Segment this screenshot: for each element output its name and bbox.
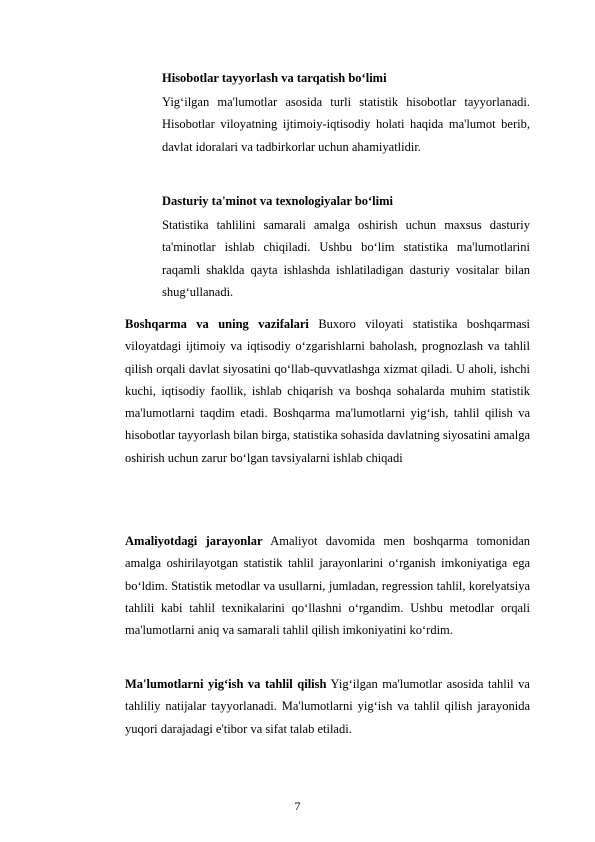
- section-heading-reports: Hisobotlar tayyorlash va tarqatish bo‘limi: [162, 71, 387, 85]
- paragraph-lead-data: Ma'lumotlarni yig‘ish va tahlil qilish: [125, 677, 327, 691]
- page-number: 7: [294, 799, 301, 813]
- paragraph-lead-practice: Amaliyotdagi jarayonlar: [125, 534, 263, 548]
- paragraph-text-practice: Amaliyot davomida men boshqarma tomonidan amalga oshirilayotgan statistik tahlil jarayonlarini o‘rganish imkoniyatiga ega bo‘ldim. Statistik metodlar va usullarni, jumladan, regression tahlil, korelyatsiya tahlili kabi tahlil texnikalarini qo‘llashni o‘rgandim. Ushbu metodlar orqali ma'lumotlarni aniq va samarali tahlil qilish imkoniyatini ko‘rdim.: [125, 534, 530, 638]
- paragraph-lead-department: Boshqarma va uning vazifalari: [125, 317, 309, 331]
- section-heading-software: Dasturiy ta'minot va texnologiyalar bo‘limi: [162, 194, 394, 208]
- paragraph-text-department: Buxoro viloyati statistika boshqarmasi viloyatdagi ijtimoiy va iqtisodiy o‘zgarishlarni baholash, prognozlash va tahlil qilish orqali davlat siyosatini qo‘llab-quvvatlashga xizmat qiladi. U aholi, ishchi kuchi, iqtisodiy faollik, ishlab chiqarish va boshqa sohalarda muhim statistik ma'lumotlarni taqdim etadi. Boshqarma ma'lumotlarni yig‘ish, tahlil qilish va hisobotlar tayyorlash bilan birga, statistika sohasida davlatning siyosatini amalga oshirish uchun zarur bo‘lgan tavsiyalarni ishlab chiqadi: [125, 317, 530, 465]
- paragraph-text-data: Yig‘ilgan ma'lumotlar asosida tahlil va tahliliy natijalar tayyorlanadi. Ma'lumotlarni yig‘ish va tahlil qilish jarayonida yuqori darajadagi e'tibor va sifat talab etiladi.: [125, 677, 530, 736]
- paragraph-department-tasks: [125, 313, 530, 469]
- paragraph-data-collection: [125, 673, 530, 740]
- section-body-reports: Yig‘ilgan ma'lumotlar asosida turli statistik hisobotlar tayyorlanadi. Hisobotlar viloyatning ijtimoiy-iqtisodiy holati haqida ma'lumot berib, davlat idoralari va tadbirkorlar uchun ahamiyatlidir.: [162, 95, 530, 154]
- section-body-software: Statistika tahlilini samarali amalga oshirish uchun maxsus dasturiy ta'minotlar ishlab chiqiladi. Ushbu bo‘lim statistika ma'lumotlarini raqamli shaklda qayta ishlashda ishlatiladigan dasturiy vositalar bilan shug‘ullanadi.: [162, 218, 530, 299]
- paragraph-practice-processes: [125, 530, 530, 641]
